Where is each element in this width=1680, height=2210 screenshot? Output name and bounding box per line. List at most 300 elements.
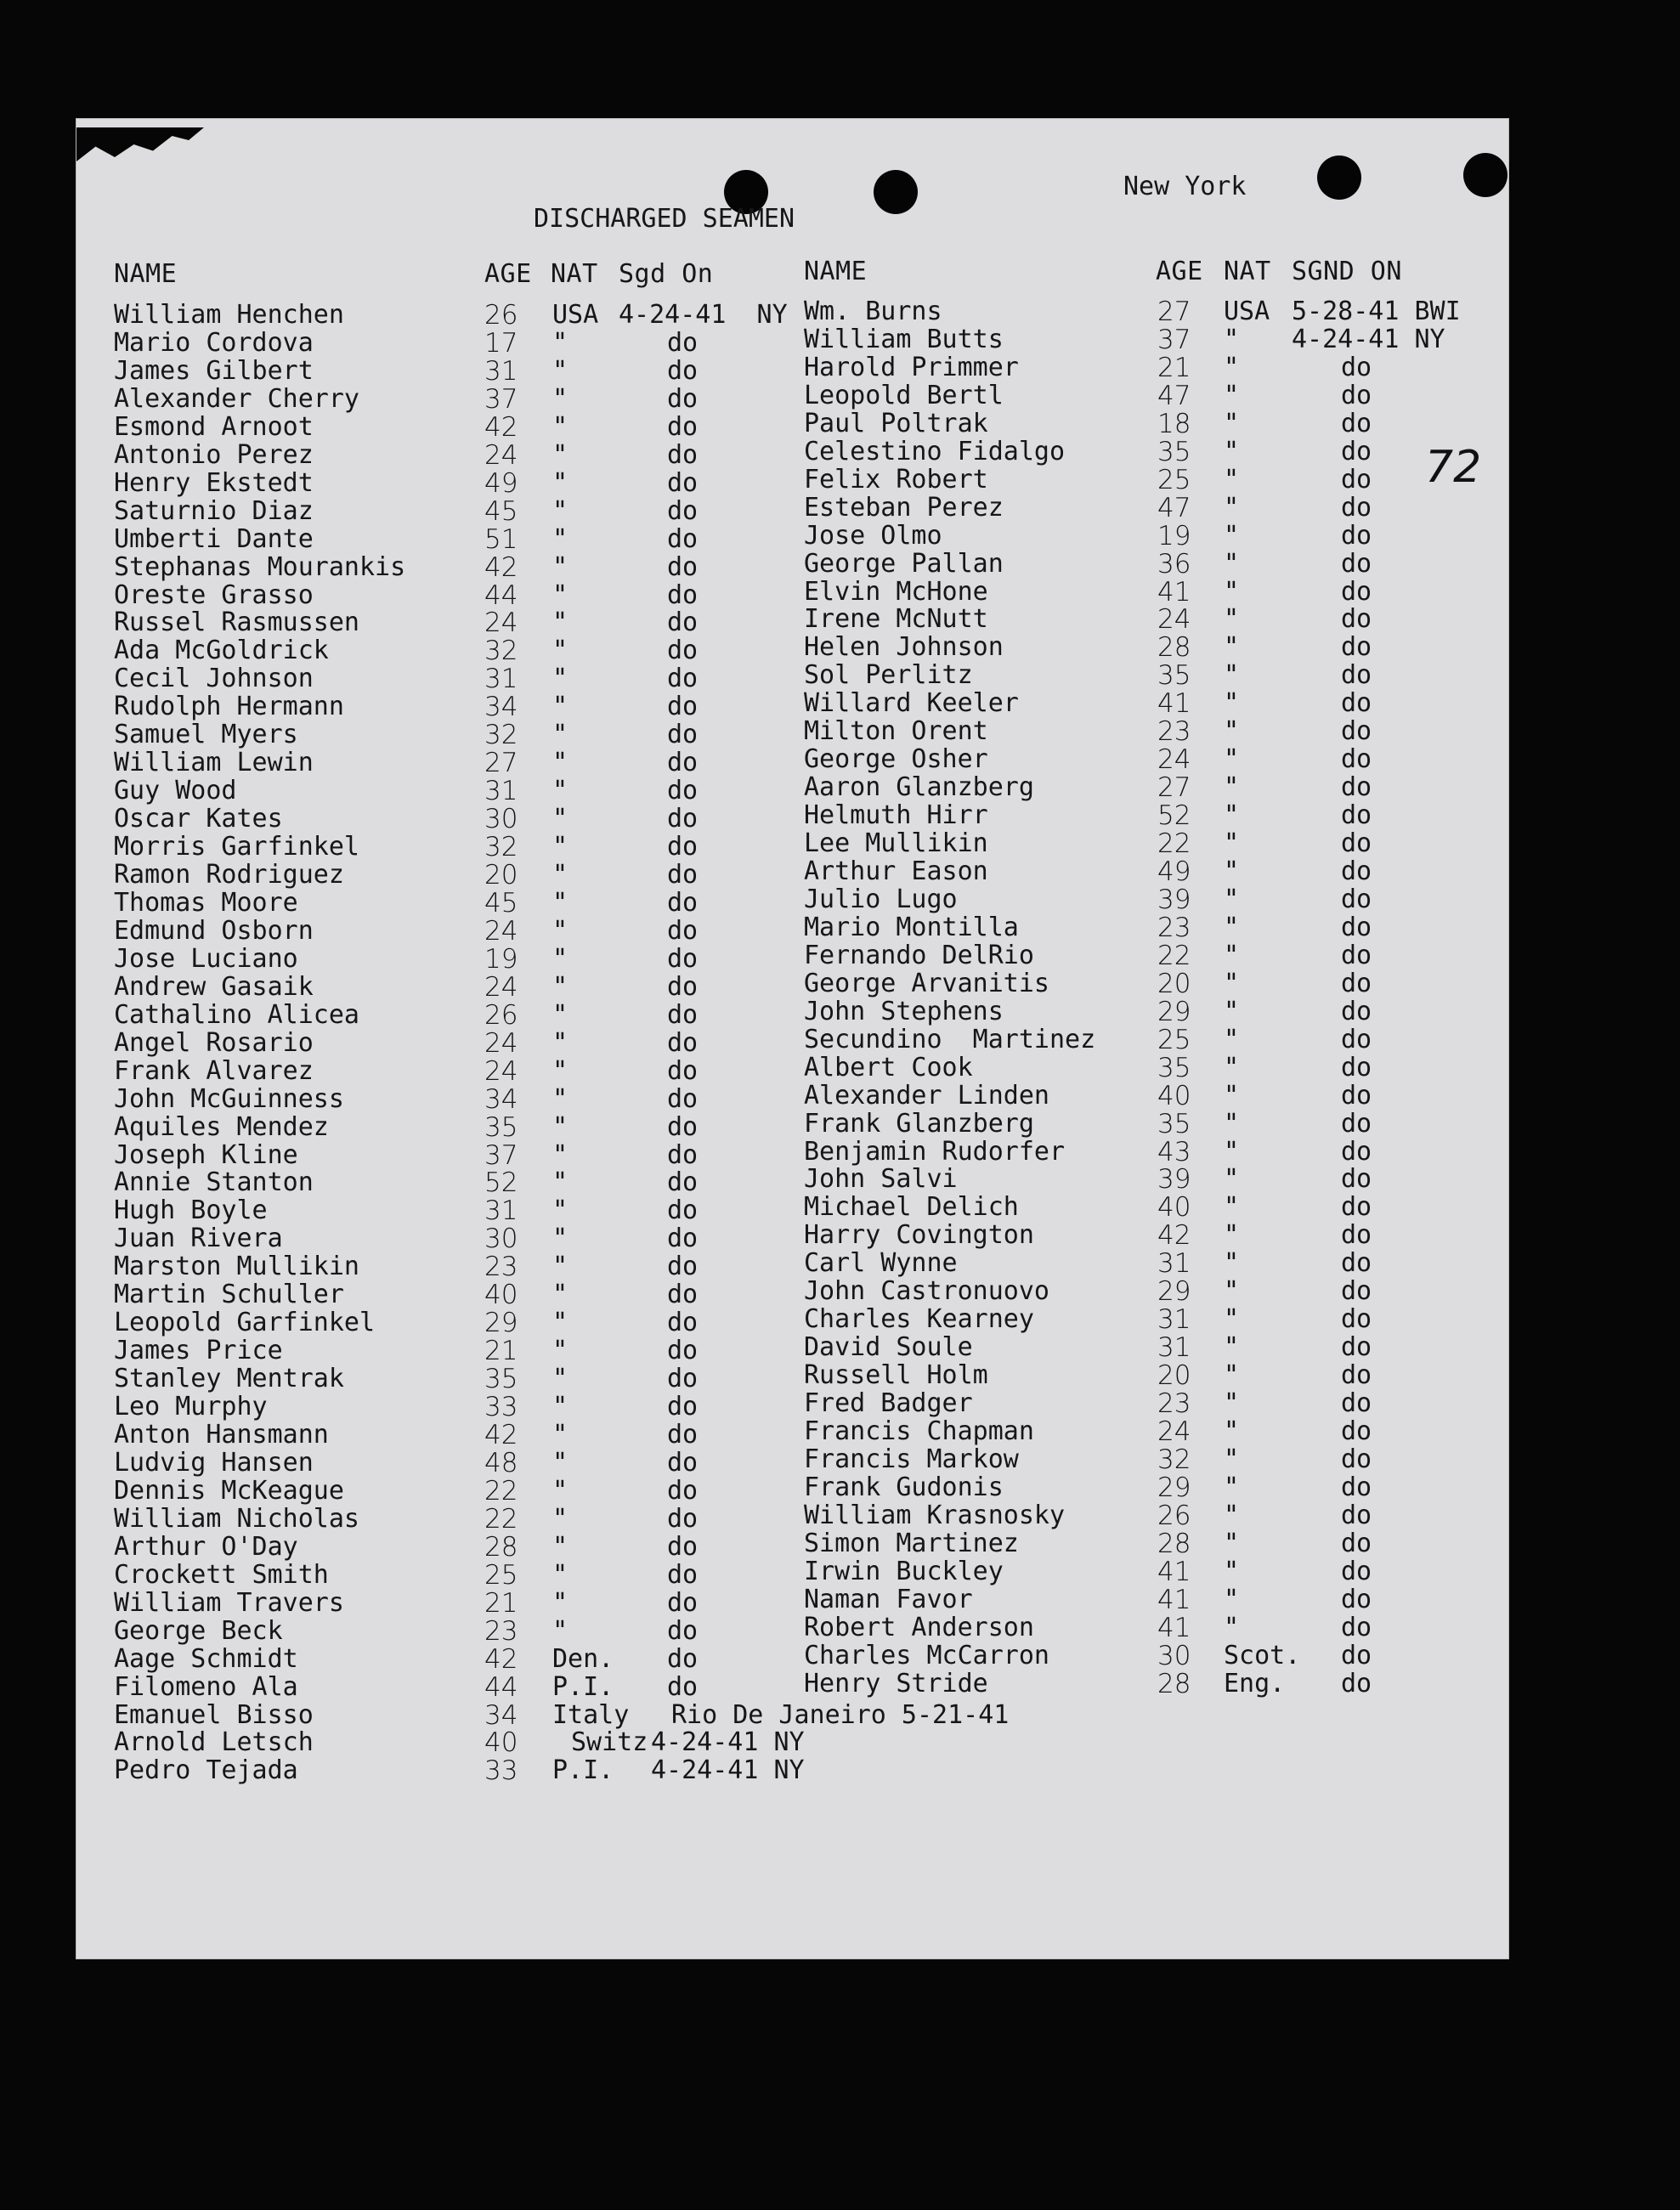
row-signed: do xyxy=(1341,492,1372,523)
row-nat: " xyxy=(552,915,568,946)
row-signed: do xyxy=(1341,1164,1372,1195)
row-name: Stephanas Mourankis xyxy=(114,551,406,582)
row-signed: do xyxy=(667,1475,699,1506)
row-signed: do xyxy=(1341,1528,1372,1558)
row-nat: USA xyxy=(1224,297,1270,326)
row-name: Elvin McHone xyxy=(804,576,988,607)
row-name: Russell Holm xyxy=(804,1360,988,1391)
row-age: 32 xyxy=(1157,1444,1191,1475)
row-name: Crockett Smith xyxy=(114,1559,329,1590)
row-signed: do xyxy=(667,1252,699,1282)
row-nat: " xyxy=(552,383,568,414)
row-age: 32 xyxy=(484,720,518,751)
row-age: 21 xyxy=(484,1587,518,1619)
row-age: 29 xyxy=(1157,1276,1191,1308)
row-signed: do xyxy=(667,999,699,1030)
row-signed: do xyxy=(1341,1052,1372,1082)
row-signed: 5-28-41 BWI xyxy=(1292,297,1461,326)
row-nat: " xyxy=(552,692,568,722)
row-age: 34 xyxy=(484,1699,518,1731)
row-signed: do xyxy=(667,1420,699,1450)
row-age: 49 xyxy=(484,467,518,499)
row-nat: " xyxy=(1224,884,1240,914)
row-age: 41 xyxy=(1157,1612,1191,1643)
row-name: Harold Primmer xyxy=(804,352,1019,382)
row-nat: " xyxy=(552,1531,568,1562)
row-age: 41 xyxy=(1157,1556,1191,1587)
row-signed: do xyxy=(1341,1612,1372,1642)
row-signed: do xyxy=(1341,1192,1372,1223)
row-nat: " xyxy=(552,579,568,610)
row-nat: " xyxy=(552,1083,568,1114)
row-nat: " xyxy=(1224,1500,1240,1530)
row-signed: do xyxy=(1341,856,1372,886)
row-name: Irene McNutt xyxy=(804,604,988,635)
row-signed: do xyxy=(667,439,699,470)
row-name: Martin Schuller xyxy=(114,1280,344,1310)
row-name: Oscar Kates xyxy=(114,804,283,834)
row-signed: do xyxy=(1341,744,1372,775)
row-age: 23 xyxy=(484,1252,518,1283)
row-signed: do xyxy=(667,1671,699,1702)
row-signed: do xyxy=(667,804,699,834)
row-age: 20 xyxy=(1157,968,1191,999)
row-age: 33 xyxy=(484,1392,518,1423)
row-signed: do xyxy=(667,579,699,610)
row-nat: " xyxy=(1224,1080,1240,1111)
row-signed: do xyxy=(1341,1024,1372,1054)
row-name: William Butts xyxy=(804,324,1004,354)
left-header-nat: NAT xyxy=(551,259,598,289)
row-nat: " xyxy=(1224,548,1240,579)
punch-hole xyxy=(1463,153,1507,197)
row-age: 52 xyxy=(484,1167,518,1199)
row-nat: " xyxy=(552,1055,568,1086)
row-signed: do xyxy=(667,523,699,554)
row-age: 17 xyxy=(484,327,518,359)
right-header-signed: SGND ON xyxy=(1292,257,1402,286)
row-signed: do xyxy=(667,383,699,414)
row-nat: " xyxy=(1224,352,1240,382)
row-signed: do xyxy=(1341,576,1372,607)
row-nat: " xyxy=(552,467,568,498)
row-age: 27 xyxy=(1157,297,1191,327)
row-name: Charles Kearney xyxy=(804,1304,1034,1335)
row-name: Ludvig Hansen xyxy=(114,1447,314,1478)
row-age: 52 xyxy=(1157,800,1191,832)
row-signed: do xyxy=(1341,912,1372,942)
row-name: Helmuth Hirr xyxy=(804,800,988,831)
left-header-name: NAME xyxy=(114,259,178,289)
row-signed: 4-24-41 NY xyxy=(619,300,788,330)
row-nat: " xyxy=(1224,632,1240,663)
row-signed: do xyxy=(667,1111,699,1142)
torn-corner xyxy=(76,127,204,170)
row-signed: do xyxy=(667,1083,699,1114)
row-nat: " xyxy=(1224,912,1240,942)
row-nat: " xyxy=(1224,1584,1240,1614)
row-nat: " xyxy=(552,1167,568,1198)
row-nat: " xyxy=(552,523,568,554)
row-signed: do xyxy=(667,1643,699,1674)
row-age: 42 xyxy=(484,1420,518,1450)
row-age: 37 xyxy=(484,383,518,415)
row-nat: " xyxy=(552,327,568,358)
row-name: Morris Garfinkel xyxy=(114,832,359,862)
row-age: 28 xyxy=(484,1531,518,1563)
row-nat: " xyxy=(1224,1416,1240,1446)
row-nat: " xyxy=(1224,828,1240,859)
row-nat: " xyxy=(552,832,568,862)
row-nat: Italy xyxy=(552,1699,630,1730)
row-name: Mario Cordova xyxy=(114,327,314,358)
row-age: 29 xyxy=(484,1308,518,1339)
row-name: William Nicholas xyxy=(114,1503,359,1534)
row-age: 47 xyxy=(1157,380,1191,411)
row-nat: " xyxy=(1224,1192,1240,1223)
row-nat: " xyxy=(1224,464,1240,495)
row-age: 48 xyxy=(484,1447,518,1478)
row-age: 51 xyxy=(484,523,518,555)
row-nat: " xyxy=(552,1364,568,1394)
row-signed: do xyxy=(1341,1472,1372,1502)
row-age: 40 xyxy=(1157,1192,1191,1224)
row-age: 43 xyxy=(1157,1136,1191,1167)
row-name: Russel Rasmussen xyxy=(114,608,359,638)
row-name: Frank Gudonis xyxy=(804,1472,1004,1502)
row-age: 22 xyxy=(484,1503,518,1535)
row-signed: do xyxy=(667,1447,699,1478)
row-nat: " xyxy=(552,720,568,750)
row-nat: " xyxy=(1224,1360,1240,1391)
row-nat: " xyxy=(552,1111,568,1142)
row-signed: do xyxy=(1341,968,1372,998)
row-nat: " xyxy=(1224,1528,1240,1558)
row-name: Henry Stride xyxy=(804,1668,988,1698)
row-age: 24 xyxy=(1157,604,1191,636)
row-signed: do xyxy=(1341,1276,1372,1307)
row-name: Stanley Mentrak xyxy=(114,1364,344,1394)
row-signed: do xyxy=(667,1224,699,1254)
row-signed: do xyxy=(667,748,699,778)
row-name: James Gilbert xyxy=(114,355,314,386)
row-age: 35 xyxy=(1157,436,1191,467)
row-signed: do xyxy=(1341,1640,1372,1670)
row-nat: " xyxy=(552,999,568,1030)
row-age: 39 xyxy=(1157,1164,1191,1195)
row-age: 44 xyxy=(484,579,518,611)
row-signed: do xyxy=(667,943,699,974)
row-age: 22 xyxy=(484,1475,518,1506)
row-nat: " xyxy=(552,355,568,386)
row-signed: do xyxy=(667,355,699,386)
row-nat: " xyxy=(1224,660,1240,691)
row-nat: P.I. xyxy=(552,1755,614,1786)
row-signed: do xyxy=(667,887,699,918)
row-nat: " xyxy=(1224,1052,1240,1082)
row-nat: " xyxy=(552,1503,568,1534)
row-age: 45 xyxy=(484,887,518,918)
row-age: 20 xyxy=(1157,1360,1191,1392)
row-signed: do xyxy=(1341,1136,1372,1167)
row-signed: do xyxy=(667,832,699,862)
row-signed: do xyxy=(1341,1304,1372,1335)
row-nat: " xyxy=(552,1308,568,1338)
row-name: Felix Robert xyxy=(804,464,988,495)
row-signed: do xyxy=(667,1587,699,1618)
row-nat: " xyxy=(1224,1556,1240,1586)
row-age: 41 xyxy=(1157,1584,1191,1615)
row-age: 35 xyxy=(484,1111,518,1143)
row-nat: " xyxy=(1224,408,1240,438)
row-signed: do xyxy=(667,327,699,358)
row-nat: " xyxy=(1224,1220,1240,1251)
row-name: Leopold Garfinkel xyxy=(114,1308,376,1338)
row-signed: do xyxy=(1341,604,1372,635)
right-header-age: AGE xyxy=(1156,257,1203,286)
row-signed: do xyxy=(1341,1220,1372,1251)
row-signed: do xyxy=(1341,632,1372,663)
row-name: Anton Hansmann xyxy=(114,1420,329,1450)
left-header-signed: Sgd On xyxy=(619,259,714,289)
row-name: Alexander Cherry xyxy=(114,383,359,414)
row-nat: " xyxy=(552,1559,568,1590)
row-age: 23 xyxy=(1157,912,1191,943)
row-age: 19 xyxy=(1157,520,1191,551)
row-age: 31 xyxy=(484,355,518,387)
row-signed: do xyxy=(1341,1556,1372,1586)
row-signed: do xyxy=(667,1027,699,1058)
row-age: 29 xyxy=(1157,996,1191,1027)
row-nat: Eng. xyxy=(1224,1668,1286,1698)
row-age: 42 xyxy=(1157,1220,1191,1252)
row-nat: " xyxy=(1224,1024,1240,1054)
row-name: Francis Chapman xyxy=(804,1416,1034,1446)
row-nat: " xyxy=(552,664,568,694)
row-nat: " xyxy=(1224,744,1240,775)
row-name: Fred Badger xyxy=(804,1388,973,1419)
row-nat: " xyxy=(552,860,568,890)
row-name: William Travers xyxy=(114,1587,344,1618)
row-name: Umberti Dante xyxy=(114,523,314,554)
row-nat: " xyxy=(552,1224,568,1254)
row-name: Esteban Perez xyxy=(804,492,1004,523)
row-name: Emanuel Bisso xyxy=(114,1699,314,1730)
row-name: Arnold Letsch xyxy=(114,1727,314,1758)
row-signed: do xyxy=(667,1167,699,1198)
row-signed: 4-24-41 NY xyxy=(651,1755,805,1786)
row-nat: " xyxy=(552,1420,568,1450)
row-signed: do xyxy=(667,1615,699,1646)
row-nat: " xyxy=(552,411,568,442)
row-age: 27 xyxy=(484,748,518,779)
row-nat: " xyxy=(552,1280,568,1310)
row-nat: " xyxy=(552,776,568,806)
row-nat: " xyxy=(552,495,568,526)
row-age: 41 xyxy=(1157,688,1191,720)
row-signed: do xyxy=(667,1392,699,1422)
row-nat: " xyxy=(1224,1388,1240,1419)
row-name: George Beck xyxy=(114,1615,283,1646)
row-name: Irwin Buckley xyxy=(804,1556,1004,1586)
row-signed: do xyxy=(667,776,699,806)
row-nat: " xyxy=(1224,968,1240,998)
row-age: 37 xyxy=(484,1139,518,1171)
row-signed: do xyxy=(1341,660,1372,691)
row-signed: do xyxy=(1341,1584,1372,1614)
row-age: 19 xyxy=(484,943,518,975)
row-nat: " xyxy=(1224,324,1240,354)
row-age: 42 xyxy=(484,551,518,583)
row-signed: do xyxy=(667,1308,699,1338)
row-nat: " xyxy=(552,1587,568,1618)
row-nat: " xyxy=(1224,940,1240,970)
row-age: 31 xyxy=(1157,1332,1191,1364)
row-nat: " xyxy=(1224,604,1240,635)
left-header-age: AGE xyxy=(484,259,532,289)
row-signed: do xyxy=(667,411,699,442)
row-nat: " xyxy=(552,943,568,974)
row-age: 30 xyxy=(484,804,518,835)
row-age: 42 xyxy=(484,411,518,443)
row-name: Charles McCarron xyxy=(804,1640,1049,1670)
row-signed: do xyxy=(667,1364,699,1394)
row-nat: " xyxy=(1224,1332,1240,1363)
row-signed: do xyxy=(1341,1444,1372,1474)
row-age: 21 xyxy=(484,1336,518,1367)
row-signed: do xyxy=(667,860,699,890)
row-nat: " xyxy=(552,971,568,1002)
row-signed: do xyxy=(1341,352,1372,382)
row-age: 40 xyxy=(484,1280,518,1311)
row-name: Guy Wood xyxy=(114,776,237,806)
row-age: 26 xyxy=(484,999,518,1031)
row-age: 30 xyxy=(1157,1640,1191,1671)
row-age: 39 xyxy=(1157,884,1191,915)
row-name: Aage Schmidt xyxy=(114,1643,298,1674)
row-nat: " xyxy=(552,1392,568,1422)
row-signed: do xyxy=(1341,1360,1372,1391)
row-name: Harry Covington xyxy=(804,1220,1034,1251)
row-signed: do xyxy=(667,551,699,582)
row-nat: " xyxy=(1224,772,1240,803)
row-age: 45 xyxy=(484,495,518,527)
row-nat: " xyxy=(552,887,568,918)
row-age: 24 xyxy=(484,439,518,471)
row-name: Fernando DelRio xyxy=(804,940,1034,970)
row-nat: " xyxy=(552,608,568,638)
row-nat: Den. xyxy=(552,1643,614,1674)
row-age: 36 xyxy=(1157,548,1191,579)
row-name: Ada McGoldrick xyxy=(114,636,329,666)
row-signed: do xyxy=(667,636,699,666)
row-age: 28 xyxy=(1157,632,1191,664)
row-signed: Rio De Janeiro 5-21-41 xyxy=(671,1699,1010,1730)
row-name: Leo Murphy xyxy=(114,1392,268,1422)
row-signed: do xyxy=(667,495,699,526)
right-header-name: NAME xyxy=(804,257,868,286)
row-name: Michael Delich xyxy=(804,1192,1019,1223)
row-age: 21 xyxy=(1157,352,1191,383)
row-age: 26 xyxy=(484,300,518,331)
row-nat: " xyxy=(1224,688,1240,719)
row-name: Naman Favor xyxy=(804,1584,973,1614)
row-nat: P.I. xyxy=(552,1671,614,1702)
row-nat: " xyxy=(1224,1276,1240,1307)
row-signed: do xyxy=(1341,1388,1372,1419)
row-age: 18 xyxy=(1157,408,1191,439)
row-signed: do xyxy=(1341,1332,1372,1363)
row-age: 24 xyxy=(484,1055,518,1087)
row-name: Rudolph Hermann xyxy=(114,692,344,722)
row-name: Wm. Burns xyxy=(804,297,942,326)
row-age: 40 xyxy=(1157,1080,1191,1111)
row-name: Alexander Linden xyxy=(804,1080,1049,1111)
row-age: 35 xyxy=(1157,1052,1191,1083)
row-age: 24 xyxy=(484,915,518,947)
row-nat: " xyxy=(1224,1612,1240,1642)
row-name: Helen Johnson xyxy=(804,632,1004,663)
row-nat: " xyxy=(552,1447,568,1478)
row-nat: " xyxy=(552,1336,568,1366)
row-age: 27 xyxy=(1157,772,1191,804)
row-nat: " xyxy=(1224,1136,1240,1167)
row-age: 31 xyxy=(484,1195,518,1227)
row-age: 23 xyxy=(1157,1388,1191,1420)
row-age: 25 xyxy=(1157,1024,1191,1055)
row-signed: do xyxy=(1341,1668,1372,1698)
row-nat: " xyxy=(1224,576,1240,607)
row-name: Oreste Grasso xyxy=(114,579,314,610)
row-signed: do xyxy=(667,971,699,1002)
row-age: 20 xyxy=(484,860,518,890)
row-name: John McGuinness xyxy=(114,1083,344,1114)
row-name: Antonio Perez xyxy=(114,439,314,470)
row-nat: " xyxy=(1224,436,1240,466)
row-nat: " xyxy=(1224,380,1240,410)
row-name: George Osher xyxy=(804,744,988,775)
row-signed: do xyxy=(1341,436,1372,466)
row-signed: do xyxy=(667,1280,699,1310)
row-signed: do xyxy=(1341,408,1372,438)
row-name: George Pallan xyxy=(804,548,1004,579)
row-signed: do xyxy=(1341,828,1372,859)
row-signed: 4-24-41 NY xyxy=(1292,324,1445,354)
row-signed: do xyxy=(1341,1080,1372,1111)
row-nat: " xyxy=(1224,1248,1240,1279)
row-signed: do xyxy=(667,664,699,694)
row-age: 31 xyxy=(484,664,518,695)
row-signed: do xyxy=(667,1139,699,1170)
row-signed: do xyxy=(1341,800,1372,831)
row-nat: " xyxy=(552,1475,568,1506)
row-signed: do xyxy=(1341,1500,1372,1530)
row-name: Julio Lugo xyxy=(804,884,958,914)
row-name: Hugh Boyle xyxy=(114,1195,268,1226)
row-nat: Switz xyxy=(571,1727,648,1758)
row-nat: " xyxy=(1224,520,1240,551)
right-header-nat: NAT xyxy=(1224,257,1271,286)
row-age: 23 xyxy=(1157,716,1191,748)
row-name: Juan Rivera xyxy=(114,1224,283,1254)
row-age: 33 xyxy=(484,1755,518,1787)
row-name: Saturnio Diaz xyxy=(114,495,314,526)
row-age: 44 xyxy=(484,1671,518,1703)
row-nat: " xyxy=(1224,856,1240,886)
row-nat: " xyxy=(552,1252,568,1282)
row-name: Francis Markow xyxy=(804,1444,1019,1474)
row-signed: do xyxy=(667,1559,699,1590)
